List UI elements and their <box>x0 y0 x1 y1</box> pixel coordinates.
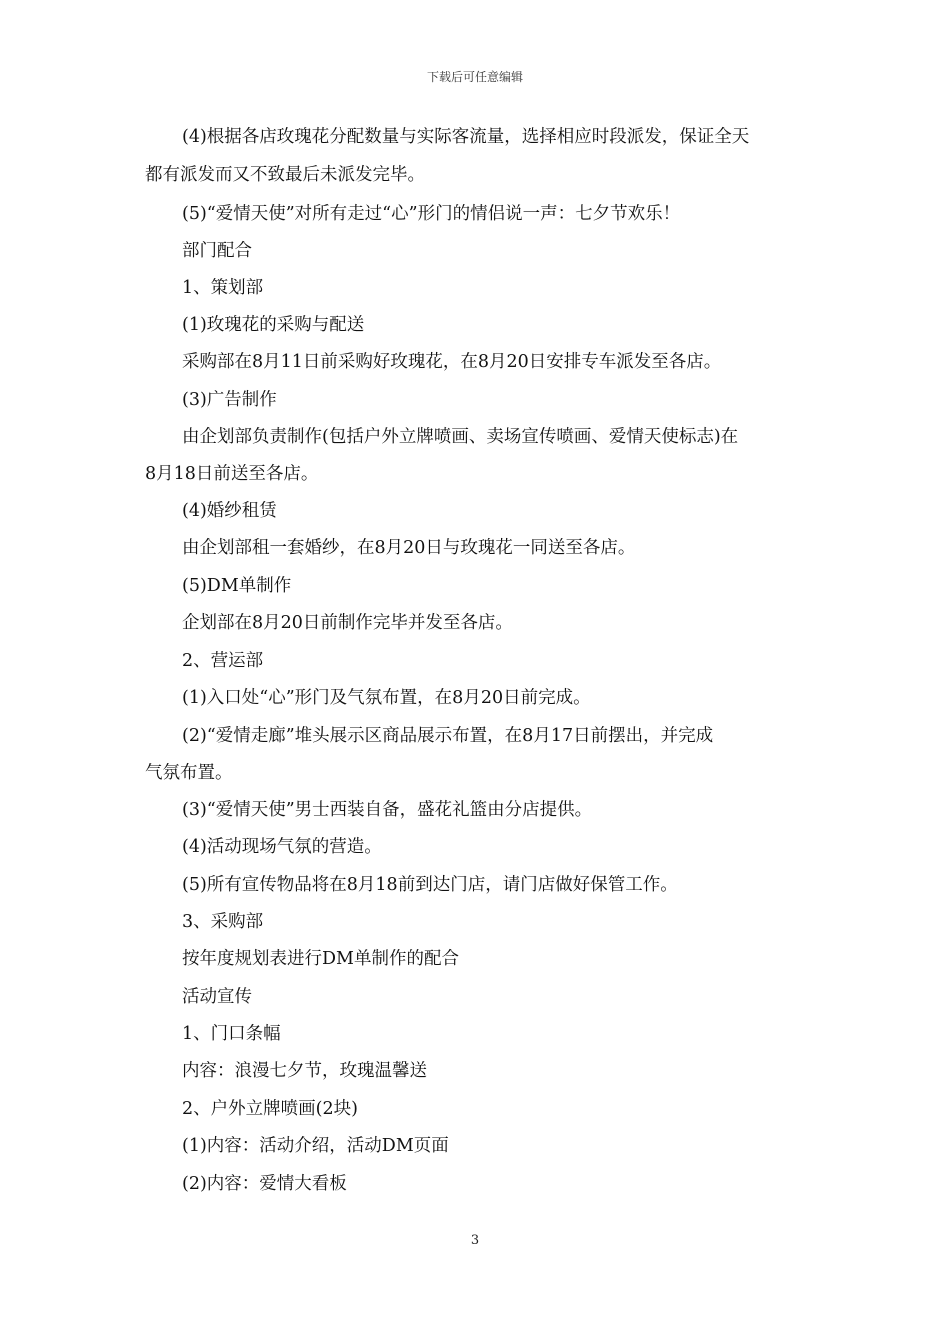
paragraph-line: 采购部在8月11日前采购好玫瑰花，在8月20日安排专车派发至各店。 <box>182 352 722 372</box>
subsection-heading: 1、门口条幅 <box>182 1024 281 1044</box>
section-heading: 活动宣传 <box>182 987 252 1007</box>
paragraph-line: 内容：浪漫七夕节，玫瑰温馨送 <box>182 1061 427 1081</box>
paragraph-line: (3)“爱情天使”男士西装自备，盛花礼篮由分店提供。 <box>182 800 593 820</box>
item-heading: (4)婚纱租赁 <box>182 501 277 521</box>
subsection-heading: 3、采购部 <box>182 912 264 932</box>
paragraph-line: 按年度规划表进行DM单制作的配合 <box>182 949 459 969</box>
paragraph-line: 都有派发而又不致最后未派发完毕。 <box>145 165 425 185</box>
subsection-heading: 2、户外立牌喷画(2块) <box>182 1099 358 1119</box>
paragraph-line: 企划部在8月20日前制作完毕并发至各店。 <box>182 613 513 633</box>
paragraph-line: 气氛布置。 <box>145 763 233 783</box>
paragraph-line: (1)内容：活动介绍，活动DM页面 <box>182 1136 449 1156</box>
subsection-heading: 1、策划部 <box>182 278 264 298</box>
section-heading: 部门配合 <box>182 241 252 261</box>
paragraph-line: (5)所有宣传物品将在8月18前到达门店，请门店做好保管工作。 <box>182 875 678 895</box>
paragraph-line: (2)“爱情走廊”堆头展示区商品展示布置，在8月17日前摆出，并完成 <box>182 726 714 746</box>
page-number: 3 <box>470 1233 480 1248</box>
paragraph-line: 由企划部租一套婚纱，在8月20日与玫瑰花一同送至各店。 <box>182 538 636 558</box>
paragraph-line: (1)入口处“心”形门及气氛布置，在8月20日前完成。 <box>182 688 591 708</box>
paragraph-line: (4)根据各店玫瑰花分配数量与实际客流量，选择相应时段派发，保证全天 <box>182 127 750 147</box>
item-heading: (5)DM单制作 <box>182 576 292 596</box>
paragraph-line: (4)活动现场气氛的营造。 <box>182 837 382 857</box>
item-heading: (3)广告制作 <box>182 390 277 410</box>
paragraph-line: 由企划部负责制作(包括户外立牌喷画、卖场宣传喷画、爱情天使标志)在 <box>182 427 739 447</box>
item-heading: (1)玫瑰花的采购与配送 <box>182 315 365 335</box>
paragraph-line: 8月18日前送至各店。 <box>145 464 319 484</box>
subsection-heading: 2、营运部 <box>182 651 264 671</box>
page-header-note: 下载后可任意编辑 <box>426 70 523 84</box>
paragraph-line: (5)“爱情天使”对所有走过“心”形门的情侣说一声：七夕节欢乐！ <box>182 204 681 224</box>
paragraph-line: (2)内容：爱情大看板 <box>182 1174 347 1194</box>
